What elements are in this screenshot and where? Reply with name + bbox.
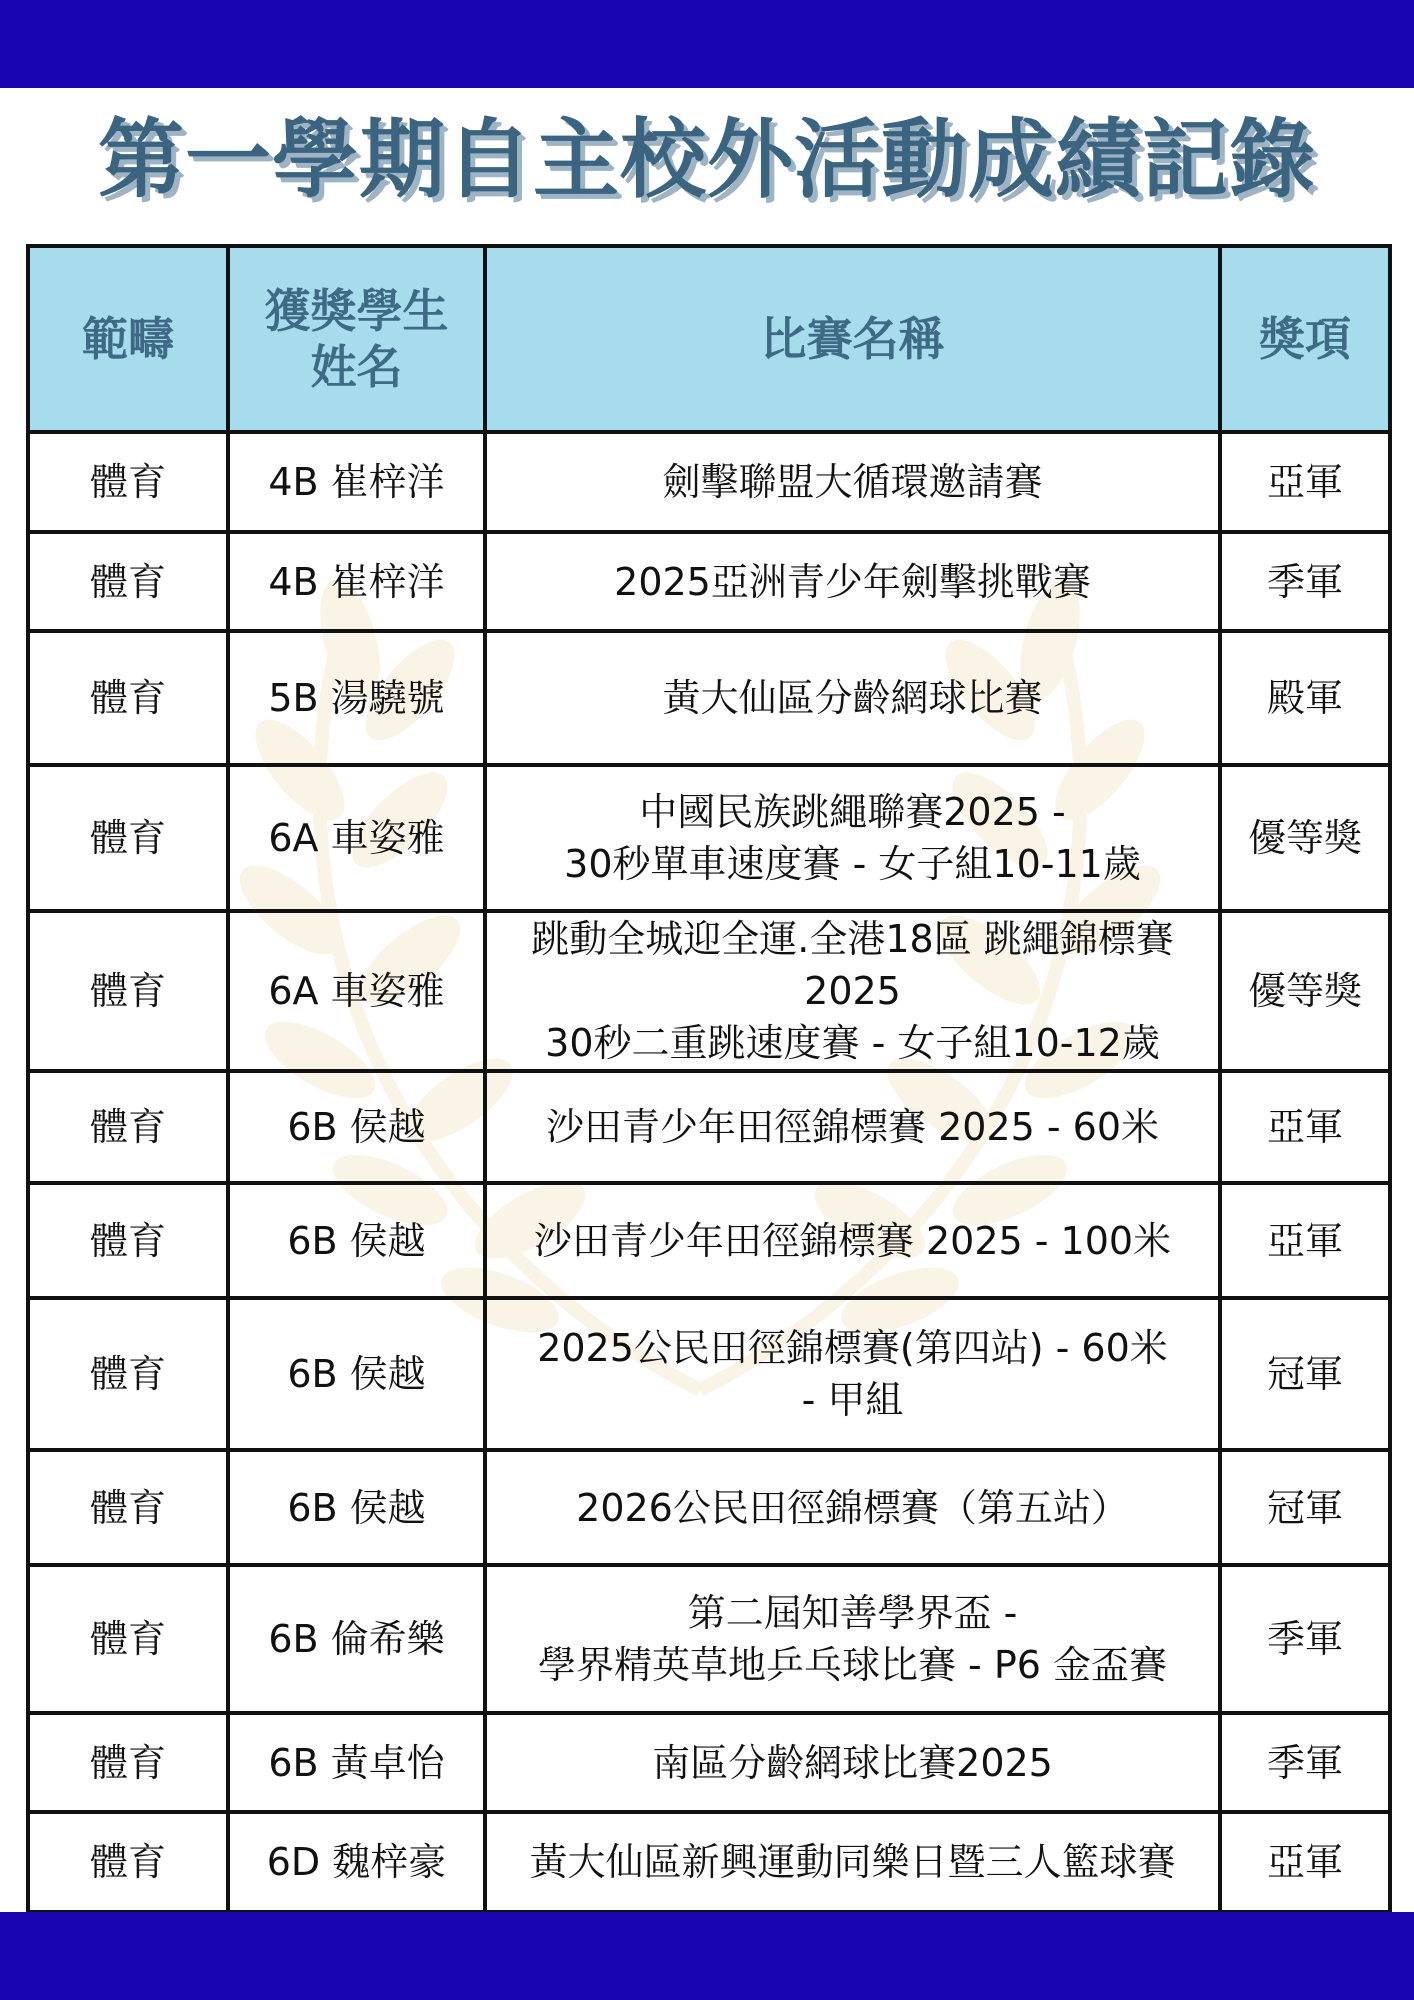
competition-line: 第二屆知善學界盃 - [687, 1591, 1018, 1635]
competition-line: - 甲組 [801, 1378, 904, 1422]
cell-student: 6D 魏梓豪 [228, 1812, 485, 1912]
table-row [28, 532, 1390, 631]
cell-award: 季軍 [1220, 1713, 1390, 1812]
competition-line: 2026公民田徑錦標賽（第五站） [576, 1485, 1129, 1530]
cell-category: 體育 [28, 1812, 228, 1912]
cell-award: 亞軍 [1220, 1071, 1390, 1183]
competition-line: 學界精英草地乒乓球比賽 - P6 金盃賽 [537, 1643, 1168, 1687]
cell-student: 6A 車姿雅 [228, 911, 485, 1071]
table-row [28, 1071, 1390, 1183]
cell-category: 體育 [28, 432, 228, 532]
competition-line: 2025亞洲青少年劍擊挑戰賽 [614, 559, 1091, 604]
cell-student: 4B 崔梓洋 [228, 432, 485, 532]
table-row [28, 911, 1390, 1071]
table-row [28, 1565, 1390, 1713]
cell-competition [485, 1183, 1220, 1298]
cell-award: 優等獎 [1220, 765, 1390, 911]
cell-category: 體育 [28, 1565, 228, 1713]
cell-competition [485, 1071, 1220, 1183]
cell-student: 6B 倫希樂 [228, 1565, 485, 1713]
header-student [228, 246, 485, 432]
table-row [28, 1298, 1390, 1450]
cell-category: 體育 [28, 1071, 228, 1183]
table-row [28, 631, 1390, 765]
cell-student: 6B 侯越 [228, 1183, 485, 1298]
cell-competition [485, 1450, 1220, 1565]
cell-award: 亞軍 [1220, 1812, 1390, 1912]
cell-competition [485, 911, 1220, 1071]
competition-line: 中國民族跳繩聯賽2025 - [639, 790, 1066, 834]
cell-student: 5B 湯驍號 [228, 631, 485, 765]
cell-award: 冠軍 [1220, 1450, 1390, 1565]
cell-student: 4B 崔梓洋 [228, 532, 485, 631]
cell-category: 體育 [28, 911, 228, 1071]
cell-competition [485, 1565, 1220, 1713]
cell-award: 殿軍 [1220, 631, 1390, 765]
competition-line: 黃大仙區新興運動同樂日暨三人籃球賽 [529, 1840, 1176, 1884]
table-row [28, 1450, 1390, 1565]
competition-line: 沙田青少年田徑錦標賽 2025 - 60米 [545, 1105, 1159, 1149]
cell-student: 6B 侯越 [228, 1450, 485, 1565]
table-header-row [28, 246, 1390, 432]
cell-category: 體育 [28, 532, 228, 631]
cell-competition [485, 631, 1220, 765]
competition-line: 沙田青少年田徑錦標賽 2025 - 100米 [533, 1218, 1172, 1263]
cell-competition [485, 765, 1220, 911]
cell-award: 季軍 [1220, 532, 1390, 631]
cell-competition [485, 432, 1220, 532]
table-row [28, 765, 1390, 911]
cell-student: 6A 車姿雅 [228, 765, 485, 911]
bottom-banner-bar [0, 1912, 1414, 2000]
header-category: 範疇 [28, 246, 228, 432]
header-award: 獎項 [1220, 246, 1390, 432]
page-title: 第一學期自主校外活動成績記錄 [98, 110, 1316, 210]
competition-line: 30秒單車速度賽 - 女子組10-11歲 [564, 842, 1141, 886]
header-student-line2: 姓名 [310, 340, 403, 394]
header-competition: 比賽名稱 [485, 246, 1220, 432]
competition-line: 黃大仙區分齡網球比賽 [662, 676, 1043, 720]
header-student-line1: 獲獎學生 [264, 284, 449, 338]
cell-category: 體育 [28, 1450, 228, 1565]
competition-line: 30秒二重跳速度賽 - 女子組10-12歲 [545, 1021, 1160, 1065]
cell-award: 亞軍 [1220, 1183, 1390, 1298]
table-row [28, 1812, 1390, 1912]
cell-award: 季軍 [1220, 1565, 1390, 1713]
cell-category: 體育 [28, 765, 228, 911]
cell-competition [485, 1713, 1220, 1812]
table-row [28, 1183, 1390, 1298]
cell-category: 體育 [28, 1298, 228, 1450]
top-banner-bar [0, 0, 1414, 88]
cell-student: 6B 黃卓怡 [228, 1713, 485, 1812]
cell-award: 優等獎 [1220, 911, 1390, 1071]
cell-competition [485, 1812, 1220, 1912]
results-table [26, 244, 1392, 1914]
cell-competition [485, 1298, 1220, 1450]
cell-category: 體育 [28, 631, 228, 765]
cell-category: 體育 [28, 1183, 228, 1298]
competition-line: 南區分齡網球比賽2025 [652, 1740, 1053, 1785]
competition-line: 劍擊聯盟大循環邀請賽 [662, 460, 1043, 504]
competition-line: 2025公民田徑錦標賽(第四站) - 60米 [537, 1326, 1168, 1370]
cell-student: 6B 侯越 [228, 1071, 485, 1183]
competition-line: 跳動全城迎全運.全港18區 跳繩錦標賽2025 [531, 917, 1174, 1013]
cell-award: 亞軍 [1220, 432, 1390, 532]
cell-category: 體育 [28, 1713, 228, 1812]
cell-student: 6B 侯越 [228, 1298, 485, 1450]
cell-award: 冠軍 [1220, 1298, 1390, 1450]
table-row [28, 1713, 1390, 1812]
table-row [28, 432, 1390, 532]
cell-competition [485, 532, 1220, 631]
